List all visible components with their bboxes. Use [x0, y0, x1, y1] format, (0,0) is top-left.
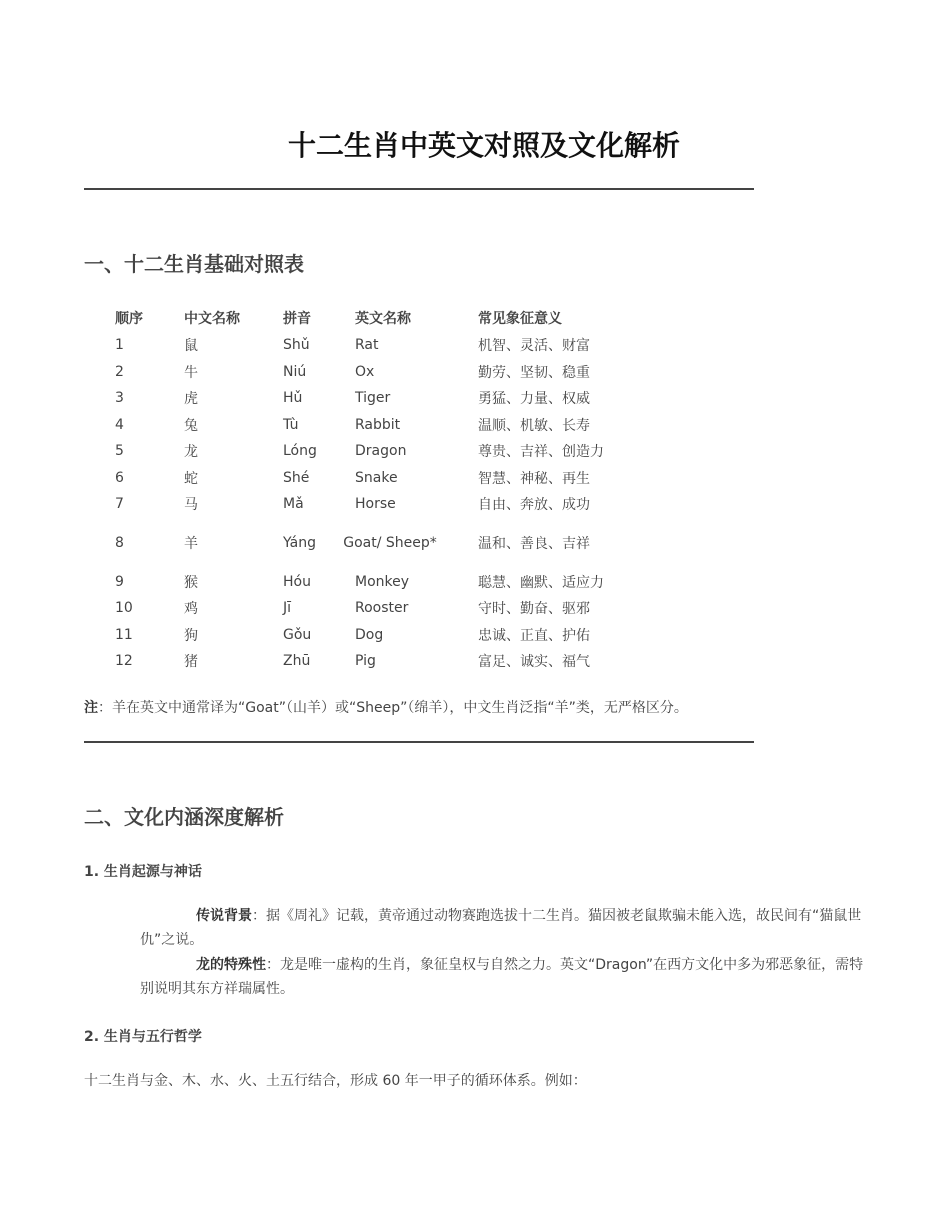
cell-pinyin: Niú [283, 363, 307, 380]
cell-order: 7 [115, 496, 124, 513]
section1-heading: 一、十二生肖基础对照表 [84, 252, 304, 276]
table-row [108, 332, 645, 359]
cell-english: Rooster [355, 600, 409, 617]
cell-pinyin: Gǒu [283, 626, 312, 643]
cell-order: 12 [115, 653, 133, 670]
cell-symbolism: 富足、诚实、福气 [478, 654, 590, 671]
bullet-label: 传说背景 [196, 908, 252, 924]
cell-chinese: 狗 [184, 627, 198, 644]
subsection-origin-heading: 1. 生肖起源与神话 [84, 864, 202, 880]
table-row [108, 648, 645, 675]
table-row [108, 595, 645, 622]
cell-english: Rabbit [355, 416, 401, 433]
divider [84, 741, 754, 743]
cell-english: Pig [355, 653, 376, 670]
cell-symbolism: 聪慧、幽默、适应力 [478, 574, 604, 591]
bullet-text: ：据《周礼》记载，黄帝通过动物赛跑选拔十二生肖。猫因被老鼠欺骗未能入选，故民间有“猫鼠世仇”之说。 [140, 908, 862, 948]
cell-english: Dog [355, 626, 384, 643]
cell-chinese: 牛 [184, 364, 198, 381]
table-row [108, 518, 645, 569]
cell-chinese: 羊 [184, 536, 198, 552]
table-row [108, 438, 645, 465]
cell-order: 6 [115, 469, 124, 486]
cell-chinese: 猪 [184, 654, 198, 671]
table-row [108, 491, 645, 518]
cell-symbolism: 自由、奔放、成功 [478, 497, 590, 514]
cell-order: 11 [115, 626, 133, 643]
cell-english: Monkey [355, 573, 410, 590]
bullet-dragon-special [140, 953, 868, 1001]
cell-chinese: 猴 [184, 574, 198, 591]
cell-english-text: Goat/ Sheep* [343, 535, 437, 551]
subsection-five-elements-heading: 2. 生肖与五行哲学 [84, 1029, 202, 1045]
cell-pinyin: Shé [283, 469, 310, 486]
cell-pinyin: Hǔ [283, 390, 303, 407]
cell-english: Horse [355, 496, 396, 513]
cell-chinese: 蛇 [184, 470, 198, 487]
table-note [84, 697, 688, 717]
cell-symbolism: 智慧、神秘、再生 [478, 470, 590, 487]
table-row [108, 359, 645, 386]
cell-chinese: 虎 [184, 391, 198, 408]
col-header-symbolism: 常见象征意义 [478, 311, 562, 327]
cell-pinyin: Jī [283, 600, 292, 617]
cell-chinese: 龙 [184, 444, 198, 461]
table-row [108, 385, 645, 412]
cell-symbolism: 尊贵、吉祥、创造力 [478, 444, 604, 461]
divider [84, 188, 754, 190]
cell-english: Ox [355, 363, 375, 380]
cell-symbolism: 勇猛、力量、权威 [478, 391, 590, 408]
cell-symbolism: 勤劳、坚韧、稳重 [478, 364, 590, 381]
zodiac-table [108, 304, 645, 675]
table-header-row [108, 304, 645, 332]
bullet-text: ：龙是唯一虚构的生肖，象征皇权与自然之力。英文“Dragon”在西方文化中多为邪恶象征，需特别说明其东方祥瑞属性。 [140, 957, 864, 997]
section2-heading: 二、文化内涵深度解析 [84, 805, 284, 829]
bullet-label: 龙的特殊性 [196, 957, 266, 973]
cell-pinyin: Mǎ [283, 496, 304, 513]
table-row [108, 465, 645, 492]
cell-symbolism: 温和、善良、吉祥 [478, 536, 590, 552]
note-text: ：羊在英文中通常译为“Goat”（山羊）或“Sheep”（绵羊），中文生肖泛指“羊”类，无严格区分。 [98, 700, 688, 716]
col-header-english-name: 英文名称 [355, 311, 411, 327]
five-elements-paragraph: 十二生肖与金、木、水、火、土五行结合，形成 60 年一甲子的循环体系。例如： [84, 1073, 587, 1089]
table-row [108, 412, 645, 439]
cell-order: 2 [115, 363, 124, 380]
cell-chinese: 马 [184, 497, 198, 514]
cell-order: 8 [115, 535, 124, 551]
bullet-legend-background [140, 904, 868, 952]
cell-pinyin: Shǔ [283, 337, 310, 354]
cell-symbolism: 忠诚、正直、护佑 [478, 627, 590, 644]
table-row [108, 622, 645, 649]
cell-order: 9 [115, 573, 124, 590]
cell-order: 3 [115, 390, 124, 407]
cell-english: Tiger [355, 390, 391, 407]
document-title: 十二生肖中英文对照及文化解析 [287, 129, 680, 162]
cell-order: 5 [115, 443, 124, 460]
cell-pinyin: Tù [283, 416, 299, 433]
cell-order: 10 [115, 600, 133, 617]
cell-english [343, 518, 471, 569]
cell-symbolism: 温顺、机敏、长寿 [478, 417, 590, 434]
cell-order: 4 [115, 416, 124, 433]
cell-english: Dragon [355, 443, 407, 460]
cell-pinyin: Zhū [283, 653, 311, 670]
col-header-pinyin: 拼音 [283, 311, 311, 327]
cell-pinyin: Lóng [283, 443, 317, 460]
table-row [108, 569, 645, 596]
cell-order: 1 [115, 337, 124, 354]
cell-chinese: 鸡 [184, 601, 198, 618]
cell-chinese: 鼠 [184, 338, 198, 355]
col-header-order: 顺序 [115, 311, 143, 327]
cell-chinese: 兔 [184, 417, 198, 434]
cell-english: Snake [355, 469, 398, 486]
cell-pinyin: Yáng [283, 535, 316, 551]
col-header-chinese-name: 中文名称 [184, 311, 240, 327]
cell-symbolism: 守时、勤奋、驱邪 [478, 601, 590, 618]
cell-english: Rat [355, 337, 379, 354]
note-label: 注 [84, 700, 98, 716]
cell-symbolism: 机智、灵活、财富 [478, 338, 590, 355]
cell-pinyin: Hóu [283, 573, 311, 590]
